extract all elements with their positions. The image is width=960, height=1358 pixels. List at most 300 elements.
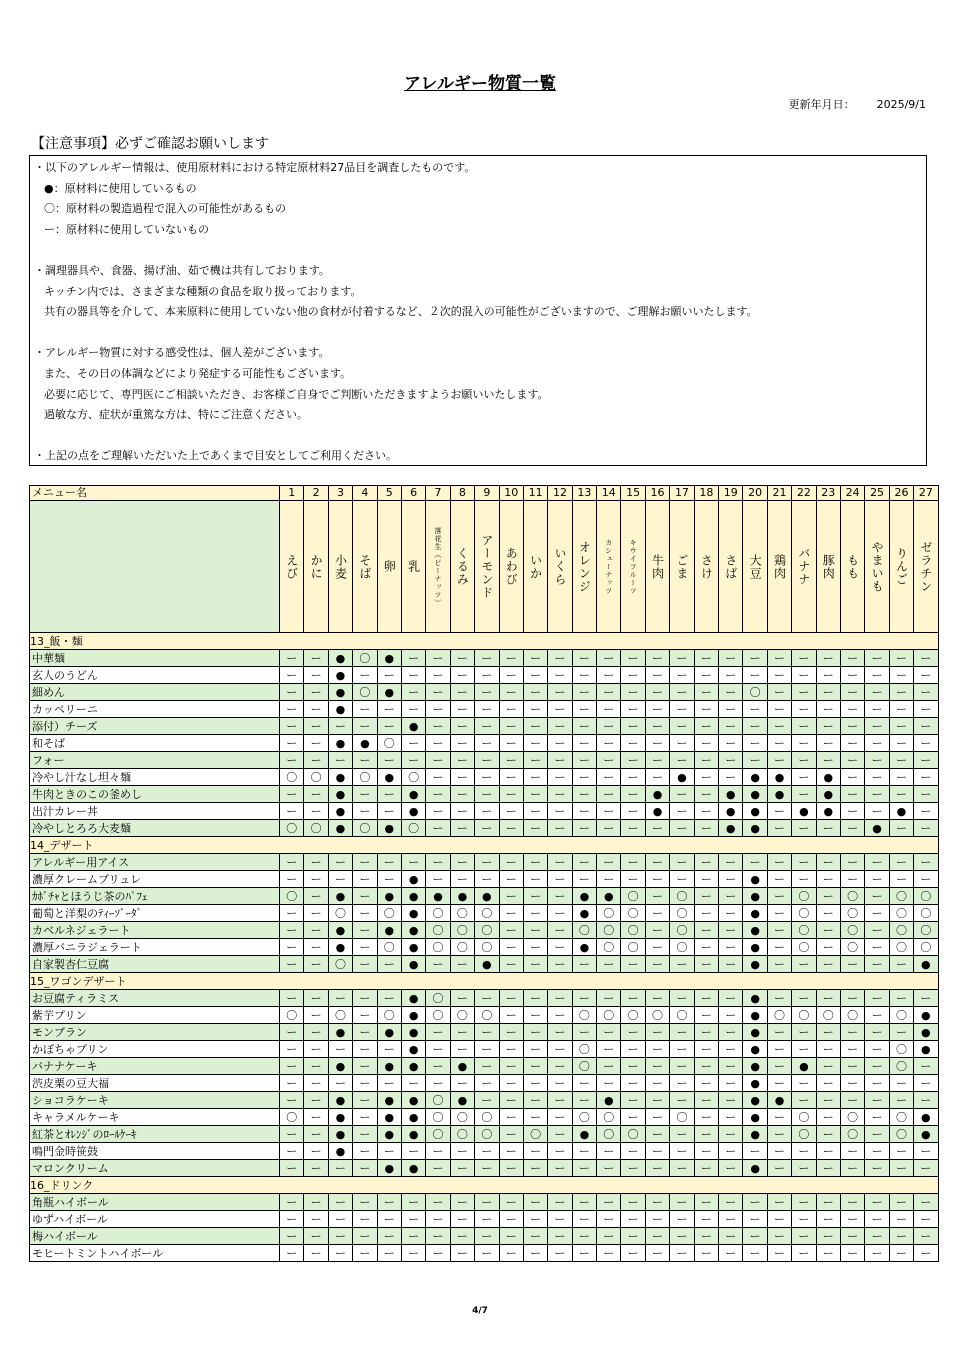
- allergen-cell: ー: [840, 1024, 864, 1041]
- allergen-cell: ー: [816, 888, 840, 905]
- allergen-cell: ー: [670, 803, 694, 820]
- allergen-cell: ー: [597, 1211, 621, 1228]
- allergen-cell: ー: [645, 1024, 669, 1041]
- allergen-cell: ー: [523, 956, 547, 973]
- allergen-cell: ー: [719, 1058, 743, 1075]
- allergen-cell: ー: [645, 1228, 669, 1245]
- allergen-cell: ●: [597, 888, 621, 905]
- allergen-cell: ●: [328, 888, 352, 905]
- allergen-cell: ー: [767, 956, 791, 973]
- allergen-cell: ●: [767, 769, 791, 786]
- allergen-cell: ー: [889, 1160, 913, 1177]
- allergen-name: [548, 501, 572, 633]
- allergen-cell: ー: [889, 769, 913, 786]
- allergen-cell: ー: [450, 1228, 474, 1245]
- menu-name: カベルネジェラート: [30, 922, 280, 939]
- menu-name: 紅茶とｵﾚﾝｼﾞのﾛｰﾙｹｰｷ: [30, 1126, 280, 1143]
- allergen-cell: ●: [401, 1058, 425, 1075]
- allergen-cell: ●: [670, 769, 694, 786]
- allergen-cell: ー: [889, 701, 913, 718]
- allergen-cell: ー: [694, 1024, 718, 1041]
- allergen-name-text: 落花生（ピーナッツ）: [434, 526, 443, 607]
- menu-name: 渋皮栗の豆大福: [30, 1075, 280, 1092]
- allergen-name: [572, 501, 596, 633]
- allergen-number: 10: [499, 486, 523, 501]
- allergen-cell: 〇: [792, 905, 816, 922]
- allergen-cell: ー: [353, 939, 377, 956]
- menu-name: お豆腐ティラミス: [30, 990, 280, 1007]
- allergen-name: [523, 501, 547, 633]
- allergen-cell: ー: [548, 956, 572, 973]
- allergen-cell: ー: [719, 939, 743, 956]
- allergen-cell: ●: [743, 1092, 767, 1109]
- table-row: [30, 1109, 939, 1126]
- table-row: [30, 803, 939, 820]
- allergen-number: 27: [914, 486, 938, 501]
- allergen-cell: ー: [767, 939, 791, 956]
- allergen-cell: 〇: [792, 939, 816, 956]
- allergen-cell: ー: [694, 922, 718, 939]
- allergen-cell: ー: [840, 1143, 864, 1160]
- allergen-name-text: カシューナッツ: [604, 538, 613, 595]
- allergen-cell: ●: [377, 1126, 401, 1143]
- allergen-cell: ー: [450, 803, 474, 820]
- allergen-cell: ー: [475, 786, 499, 803]
- allergen-cell: ー: [645, 1058, 669, 1075]
- allergen-cell: ー: [865, 1041, 889, 1058]
- allergen-cell: ー: [719, 1092, 743, 1109]
- allergen-cell: ー: [719, 956, 743, 973]
- allergen-cell: ー: [719, 1126, 743, 1143]
- allergen-cell: ー: [914, 650, 938, 667]
- allergen-cell: ー: [792, 1143, 816, 1160]
- allergen-cell: ●: [401, 1041, 425, 1058]
- allergen-cell: ー: [523, 888, 547, 905]
- allergen-cell: ー: [280, 667, 304, 684]
- allergen-cell: ー: [767, 1126, 791, 1143]
- allergen-cell: ー: [645, 820, 669, 837]
- allergen-cell: ー: [694, 888, 718, 905]
- allergen-cell: 〇: [621, 1007, 645, 1024]
- allergen-cell: ー: [767, 871, 791, 888]
- allergen-cell: ー: [426, 1245, 450, 1262]
- allergen-cell: 〇: [914, 939, 938, 956]
- allergen-cell: ー: [377, 1075, 401, 1092]
- allergen-cell: ー: [572, 1092, 596, 1109]
- allergen-cell: ー: [499, 939, 523, 956]
- table-row: [30, 1092, 939, 1109]
- allergen-cell: ●: [450, 1058, 474, 1075]
- allergen-cell: ー: [499, 922, 523, 939]
- allergen-cell: ー: [280, 1211, 304, 1228]
- allergen-cell: ー: [792, 1092, 816, 1109]
- allergen-cell: ー: [792, 871, 816, 888]
- allergen-name: [475, 501, 499, 633]
- notice-line: ー：原材料に使用していないもの: [44, 222, 209, 236]
- allergen-cell: ー: [572, 820, 596, 837]
- allergen-name-text: 小麦: [333, 553, 348, 580]
- allergen-cell: ー: [743, 1194, 767, 1211]
- allergen-name-text: ごま: [674, 553, 689, 580]
- allergen-cell: ー: [328, 1211, 352, 1228]
- allergen-cell: ー: [694, 1160, 718, 1177]
- allergen-cell: ー: [353, 922, 377, 939]
- menu-name: 紫芋プリン: [30, 1007, 280, 1024]
- allergen-cell: ー: [840, 803, 864, 820]
- allergen-cell: ー: [401, 1211, 425, 1228]
- allergen-cell: ●: [401, 922, 425, 939]
- allergen-cell: ー: [475, 1211, 499, 1228]
- allergen-name: [304, 501, 328, 633]
- allergen-cell: ー: [719, 701, 743, 718]
- allergen-name: [597, 501, 621, 633]
- allergen-cell: ー: [816, 752, 840, 769]
- allergen-cell: ー: [719, 1041, 743, 1058]
- number-header-row: [30, 486, 939, 501]
- allergen-cell: 〇: [670, 922, 694, 939]
- allergen-cell: ー: [865, 888, 889, 905]
- allergen-cell: ー: [694, 735, 718, 752]
- allergen-cell: ー: [597, 1024, 621, 1041]
- allergen-cell: ー: [523, 1228, 547, 1245]
- allergen-cell: ー: [621, 1228, 645, 1245]
- allergen-cell: ●: [377, 1109, 401, 1126]
- allergen-cell: ー: [548, 1143, 572, 1160]
- allergen-cell: ー: [450, 1211, 474, 1228]
- allergen-cell: ●: [377, 922, 401, 939]
- table-row: [30, 871, 939, 888]
- allergen-cell: ー: [572, 769, 596, 786]
- allergen-cell: ー: [645, 1194, 669, 1211]
- allergen-cell: ー: [694, 1228, 718, 1245]
- allergen-cell: ー: [475, 1228, 499, 1245]
- allergen-cell: ー: [499, 1109, 523, 1126]
- allergen-cell: ー: [865, 1228, 889, 1245]
- update-date: [789, 96, 926, 112]
- allergen-cell: ー: [450, 684, 474, 701]
- allergen-cell: 〇: [328, 905, 352, 922]
- allergen-cell: ー: [719, 854, 743, 871]
- allergen-cell: ●: [328, 650, 352, 667]
- allergen-cell: ー: [865, 990, 889, 1007]
- allergen-cell: ●: [792, 1058, 816, 1075]
- allergen-cell: ー: [914, 1194, 938, 1211]
- allergen-cell: ー: [572, 1245, 596, 1262]
- allergen-cell: ー: [743, 1228, 767, 1245]
- allergen-cell: 〇: [621, 1126, 645, 1143]
- allergen-cell: ー: [523, 718, 547, 735]
- allergen-cell: ●: [401, 1160, 425, 1177]
- allergen-cell: ー: [597, 871, 621, 888]
- allergen-cell: ー: [426, 1024, 450, 1041]
- allergen-number: 7: [426, 486, 450, 501]
- allergen-cell: ー: [377, 1194, 401, 1211]
- allergen-cell: ●: [328, 1058, 352, 1075]
- allergen-cell: ー: [475, 650, 499, 667]
- menu-name: 冷やしとろろ大麦麺: [30, 820, 280, 837]
- allergen-cell: 〇: [280, 769, 304, 786]
- allergen-cell: ー: [719, 990, 743, 1007]
- allergen-cell: ー: [621, 769, 645, 786]
- allergen-name: [889, 501, 913, 633]
- allergen-cell: 〇: [353, 769, 377, 786]
- allergen-cell: ー: [865, 1007, 889, 1024]
- allergen-cell: ー: [450, 1041, 474, 1058]
- menu-name: 自家製杏仁豆腐: [30, 956, 280, 973]
- allergen-cell: ー: [499, 1092, 523, 1109]
- menu-name: 冷やし汁なし坦々麺: [30, 769, 280, 786]
- allergen-cell: ー: [523, 786, 547, 803]
- allergen-cell: ー: [353, 1007, 377, 1024]
- allergen-cell: ー: [328, 718, 352, 735]
- allergen-cell: ー: [548, 905, 572, 922]
- allergen-cell: ー: [792, 786, 816, 803]
- allergen-cell: ー: [621, 956, 645, 973]
- allergen-cell: 〇: [792, 1109, 816, 1126]
- allergen-cell: ー: [840, 871, 864, 888]
- notice-line: 〇：原材料の製造過程で混入の可能性があるもの: [44, 202, 286, 216]
- allergen-cell: ー: [719, 1194, 743, 1211]
- page-number: 4/7: [472, 1306, 488, 1316]
- allergen-cell: 〇: [597, 939, 621, 956]
- allergen-cell: ー: [523, 939, 547, 956]
- allergen-name-text: いか: [528, 553, 543, 580]
- allergen-cell: ー: [621, 1211, 645, 1228]
- allergen-number: 5: [377, 486, 401, 501]
- allergen-cell: ー: [670, 820, 694, 837]
- allergen-cell: ー: [597, 1041, 621, 1058]
- section-title: 13_飯・麺: [30, 633, 939, 650]
- allergen-cell: 〇: [426, 1109, 450, 1126]
- allergen-cell: ー: [523, 854, 547, 871]
- allergen-cell: ー: [816, 701, 840, 718]
- allergen-cell: ー: [499, 871, 523, 888]
- allergen-cell: ー: [499, 650, 523, 667]
- allergen-cell: 〇: [450, 1007, 474, 1024]
- allergen-cell: ー: [523, 701, 547, 718]
- allergen-cell: ー: [840, 854, 864, 871]
- allergen-cell: ー: [621, 1092, 645, 1109]
- allergen-cell: ●: [572, 888, 596, 905]
- allergen-cell: ー: [523, 1109, 547, 1126]
- allergen-cell: ー: [792, 701, 816, 718]
- allergen-cell: ●: [401, 1126, 425, 1143]
- allergen-cell: ー: [353, 786, 377, 803]
- allergen-cell: ー: [670, 1228, 694, 1245]
- allergen-cell: ー: [767, 1024, 791, 1041]
- allergen-cell: ー: [304, 1058, 328, 1075]
- allergen-cell: ー: [792, 1245, 816, 1262]
- allergen-cell: 〇: [670, 1007, 694, 1024]
- allergen-name-text: 豚肉: [821, 553, 836, 580]
- allergen-number: 1: [280, 486, 304, 501]
- allergen-cell: 〇: [426, 990, 450, 1007]
- allergen-cell: ー: [426, 1058, 450, 1075]
- allergen-cell: ー: [280, 1092, 304, 1109]
- allergen-cell: ー: [475, 803, 499, 820]
- allergen-cell: ー: [914, 667, 938, 684]
- allergen-name-text: えび: [284, 553, 299, 580]
- allergen-cell: ー: [328, 1041, 352, 1058]
- allergen-cell: ●: [475, 956, 499, 973]
- table-row: [30, 1041, 939, 1058]
- allergen-cell: ー: [280, 939, 304, 956]
- allergen-cell: ー: [865, 752, 889, 769]
- section-row: [30, 973, 939, 990]
- allergen-cell: ー: [548, 752, 572, 769]
- allergen-cell: ー: [572, 650, 596, 667]
- allergen-cell: ー: [548, 990, 572, 1007]
- table-row: [30, 1228, 939, 1245]
- allergen-cell: ●: [328, 1126, 352, 1143]
- allergen-cell: ー: [401, 752, 425, 769]
- table-row: [30, 718, 939, 735]
- allergen-cell: ー: [719, 1228, 743, 1245]
- table-row: [30, 1194, 939, 1211]
- menu-name: マロンクリーム: [30, 1160, 280, 1177]
- allergen-cell: ー: [792, 1041, 816, 1058]
- allergen-cell: ー: [548, 871, 572, 888]
- allergen-cell: ー: [328, 1160, 352, 1177]
- allergen-number: 15: [621, 486, 645, 501]
- menu-name: 梅ハイボール: [30, 1228, 280, 1245]
- allergen-cell: ー: [889, 956, 913, 973]
- allergen-cell: ー: [694, 1109, 718, 1126]
- allergen-cell: ー: [597, 820, 621, 837]
- section-row: [30, 633, 939, 650]
- allergen-cell: ー: [670, 1160, 694, 1177]
- allergen-cell: ー: [426, 786, 450, 803]
- allergen-cell: ー: [548, 1228, 572, 1245]
- allergen-cell: 〇: [597, 1109, 621, 1126]
- allergen-cell: ー: [792, 752, 816, 769]
- allergen-cell: ●: [743, 1058, 767, 1075]
- allergen-cell: ー: [304, 735, 328, 752]
- allergen-cell: ー: [645, 1126, 669, 1143]
- allergen-cell: ー: [499, 820, 523, 837]
- allergen-name-text: 乳: [406, 560, 421, 573]
- allergen-cell: 〇: [572, 922, 596, 939]
- allergen-cell: ー: [743, 1143, 767, 1160]
- allergen-cell: ー: [865, 650, 889, 667]
- allergen-name: [767, 501, 791, 633]
- allergen-cell: ー: [548, 1126, 572, 1143]
- allergen-number: 16: [645, 486, 669, 501]
- allergen-cell: ー: [767, 922, 791, 939]
- allergen-cell: 〇: [914, 905, 938, 922]
- allergen-cell: ー: [426, 1143, 450, 1160]
- allergen-cell: ●: [377, 888, 401, 905]
- allergen-cell: ー: [914, 1211, 938, 1228]
- allergen-cell: ー: [816, 1160, 840, 1177]
- menu-name: 細めん: [30, 684, 280, 701]
- allergen-cell: 〇: [792, 888, 816, 905]
- allergen-cell: ー: [523, 1245, 547, 1262]
- allergen-name-text: 卵: [382, 560, 397, 573]
- allergen-cell: ー: [572, 854, 596, 871]
- allergen-cell: ●: [914, 1007, 938, 1024]
- allergen-cell: ー: [816, 1041, 840, 1058]
- allergen-cell: ー: [450, 667, 474, 684]
- allergen-cell: ー: [353, 1109, 377, 1126]
- allergen-name: [621, 501, 645, 633]
- allergen-cell: ●: [328, 667, 352, 684]
- menu-name-header-blank: [30, 501, 280, 633]
- allergen-cell: ー: [792, 718, 816, 735]
- allergen-cell: ●: [865, 820, 889, 837]
- allergen-cell: ー: [767, 854, 791, 871]
- allergen-cell: ー: [499, 888, 523, 905]
- allergen-cell: ●: [743, 1041, 767, 1058]
- allergen-cell: ー: [670, 650, 694, 667]
- allergen-cell: ー: [499, 803, 523, 820]
- allergen-cell: ー: [328, 990, 352, 1007]
- allergen-cell: ●: [401, 1092, 425, 1109]
- allergen-cell: ー: [865, 1109, 889, 1126]
- allergen-cell: ー: [353, 990, 377, 1007]
- allergen-cell: ー: [645, 667, 669, 684]
- allergen-cell: 〇: [597, 922, 621, 939]
- allergen-name-text: バナナ: [796, 547, 811, 586]
- table-row: [30, 752, 939, 769]
- allergen-cell: ー: [377, 1041, 401, 1058]
- allergen-cell: ー: [280, 803, 304, 820]
- allergen-cell: ー: [377, 803, 401, 820]
- allergen-number: 9: [475, 486, 499, 501]
- notice-line: ・アレルギー物質に対する感受性は、個人差がございます。: [34, 346, 330, 360]
- allergen-cell: 〇: [889, 1058, 913, 1075]
- allergen-cell: ー: [597, 1245, 621, 1262]
- allergen-cell: ー: [694, 1245, 718, 1262]
- allergen-cell: ー: [597, 718, 621, 735]
- allergen-cell: ー: [645, 1245, 669, 1262]
- allergen-cell: ー: [499, 1024, 523, 1041]
- notice-heading: 【注意事項】必ずご確認お願いします: [31, 136, 269, 152]
- allergen-cell: ー: [499, 684, 523, 701]
- allergen-cell: ー: [694, 1211, 718, 1228]
- allergen-cell: ー: [304, 1228, 328, 1245]
- allergen-cell: ー: [475, 1024, 499, 1041]
- allergen-number: 12: [548, 486, 572, 501]
- allergen-cell: ー: [499, 769, 523, 786]
- allergen-cell: ー: [597, 1058, 621, 1075]
- allergen-cell: 〇: [840, 1109, 864, 1126]
- allergen-cell: ー: [328, 1228, 352, 1245]
- allergen-cell: ●: [743, 820, 767, 837]
- allergen-cell: ー: [865, 871, 889, 888]
- allergen-cell: ー: [523, 1194, 547, 1211]
- allergen-cell: 〇: [670, 888, 694, 905]
- allergen-cell: 〇: [840, 1126, 864, 1143]
- notice-line: ●：原材料に使用しているもの: [44, 181, 197, 195]
- allergen-cell: ー: [548, 803, 572, 820]
- table-row: [30, 939, 939, 956]
- allergen-cell: ー: [523, 667, 547, 684]
- allergen-cell: ー: [597, 854, 621, 871]
- allergen-cell: ー: [450, 1160, 474, 1177]
- allergen-cell: ー: [597, 769, 621, 786]
- allergen-cell: ー: [597, 990, 621, 1007]
- allergen-cell: ー: [548, 684, 572, 701]
- allergen-cell: ●: [401, 905, 425, 922]
- allergen-cell: ●: [377, 769, 401, 786]
- allergen-cell: ー: [865, 718, 889, 735]
- allergen-cell: ー: [401, 735, 425, 752]
- allergen-cell: ー: [304, 786, 328, 803]
- allergen-cell: ●: [401, 1024, 425, 1041]
- allergen-cell: ー: [548, 1092, 572, 1109]
- allergen-cell: ー: [816, 905, 840, 922]
